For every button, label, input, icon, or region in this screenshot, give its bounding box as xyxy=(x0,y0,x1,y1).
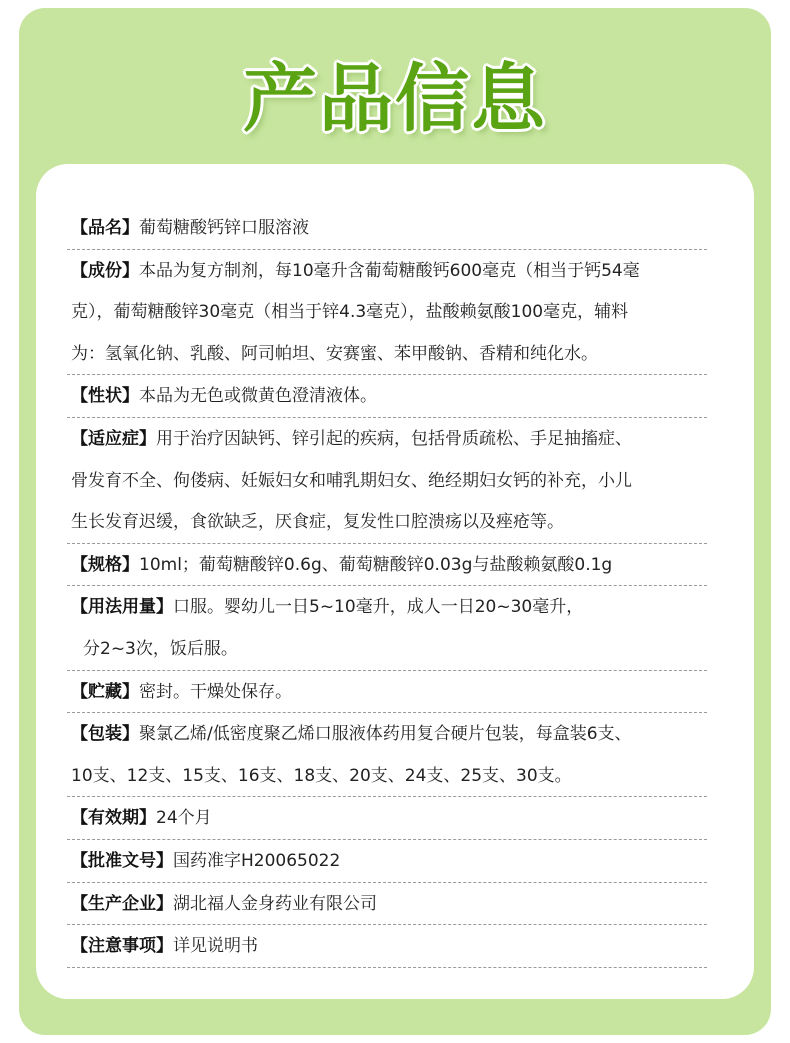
info-line xyxy=(67,713,707,755)
info-line xyxy=(67,628,707,670)
info-line xyxy=(67,418,707,460)
info-label: 【品名】 xyxy=(71,218,139,238)
info-row xyxy=(67,840,707,883)
info-value: 国药准字H20065022 xyxy=(173,850,341,871)
info-label: 【规格】 xyxy=(71,554,139,575)
info-value: 克），葡萄糖酸锌30毫克（相当于锌4.3毫克），盐酸赖氨酸100毫克，辅料 xyxy=(71,302,629,323)
info-value: 10支、12支、15支、16支、18支、20支、24支、25支、30支。 xyxy=(71,765,572,786)
page-title: 产品信息 xyxy=(243,56,547,142)
info-row xyxy=(67,925,707,968)
info-row xyxy=(67,250,707,376)
info-label: 【性状】 xyxy=(71,386,139,407)
info-row xyxy=(67,586,707,670)
info-line xyxy=(67,207,707,249)
info-line xyxy=(67,586,707,628)
info-value: 详见说明书 xyxy=(173,936,258,957)
info-label: 【包装】 xyxy=(71,724,139,745)
info-value: 湖北福人金身药业有限公司 xyxy=(173,893,377,914)
info-label: 【用法用量】 xyxy=(71,597,173,618)
info-label: 【贮藏】 xyxy=(71,681,139,702)
info-value: 24个月 xyxy=(156,808,212,829)
info-value: 口服。婴幼儿一日5~10毫升，成人一日20~30毫升， xyxy=(173,597,584,618)
info-label: 【适应症】 xyxy=(71,428,156,449)
info-value: 为：氢氧化钠、乳酸、阿司帕坦、安赛蜜、苯甲酸钠、香精和纯化水。 xyxy=(71,343,598,364)
info-label: 【批准文号】 xyxy=(71,850,173,871)
info-row xyxy=(67,797,707,840)
info-value: 分2~3次，饭后服。 xyxy=(83,638,238,659)
info-line xyxy=(67,883,707,925)
info-row xyxy=(67,671,707,714)
info-label: 【有效期】 xyxy=(71,808,156,829)
info-line xyxy=(67,501,707,543)
info-line xyxy=(67,840,707,882)
info-line xyxy=(67,797,707,839)
info-row xyxy=(67,418,707,544)
info-line xyxy=(67,291,707,333)
info-row xyxy=(67,207,707,250)
info-line xyxy=(67,460,707,502)
info-row xyxy=(67,375,707,418)
info-row xyxy=(67,544,707,587)
info-line xyxy=(67,333,707,375)
info-line xyxy=(67,925,707,967)
info-value: 生长发育迟缓，食欲缺乏，厌食症，复发性口腔溃疡以及痤疮等。 xyxy=(71,512,564,533)
info-value: 本品为复方制剂，每10毫升含葡萄糖酸钙600毫克（相当于钙54毫 xyxy=(139,260,640,281)
info-line xyxy=(67,250,707,292)
info-line xyxy=(67,375,707,417)
info-row xyxy=(67,883,707,926)
info-row xyxy=(67,713,707,797)
info-value: 用于治疗因缺钙、锌引起的疾病，包括骨质疏松、手足抽搐症、 xyxy=(156,428,632,449)
info-value: 骨发育不全、佝偻病、妊娠妇女和哺乳期妇女、绝经期妇女钙的补充，小儿 xyxy=(71,470,632,491)
info-value: 密封。干燥处保存。 xyxy=(139,681,292,702)
info-value: 10ml；葡萄糖酸锌0.6g、葡萄糖酸锌0.03g与盐酸赖氨酸0.1g xyxy=(139,554,613,575)
info-line xyxy=(67,544,707,586)
info-line xyxy=(67,671,707,713)
info-list xyxy=(67,207,707,968)
info-label: 【成份】 xyxy=(71,260,139,281)
info-value: 本品为无色或微黄色澄清液体。 xyxy=(139,386,377,407)
info-label: 【生产企业】 xyxy=(71,893,173,914)
info-value: 聚氯乙烯/低密度聚乙烯口服液体药用复合硬片包装，每盒装6支、 xyxy=(139,724,632,745)
info-value: 葡萄糖酸钙锌口服溶液 xyxy=(139,218,309,238)
info-line xyxy=(67,755,707,797)
info-label: 【注意事项】 xyxy=(71,936,173,957)
